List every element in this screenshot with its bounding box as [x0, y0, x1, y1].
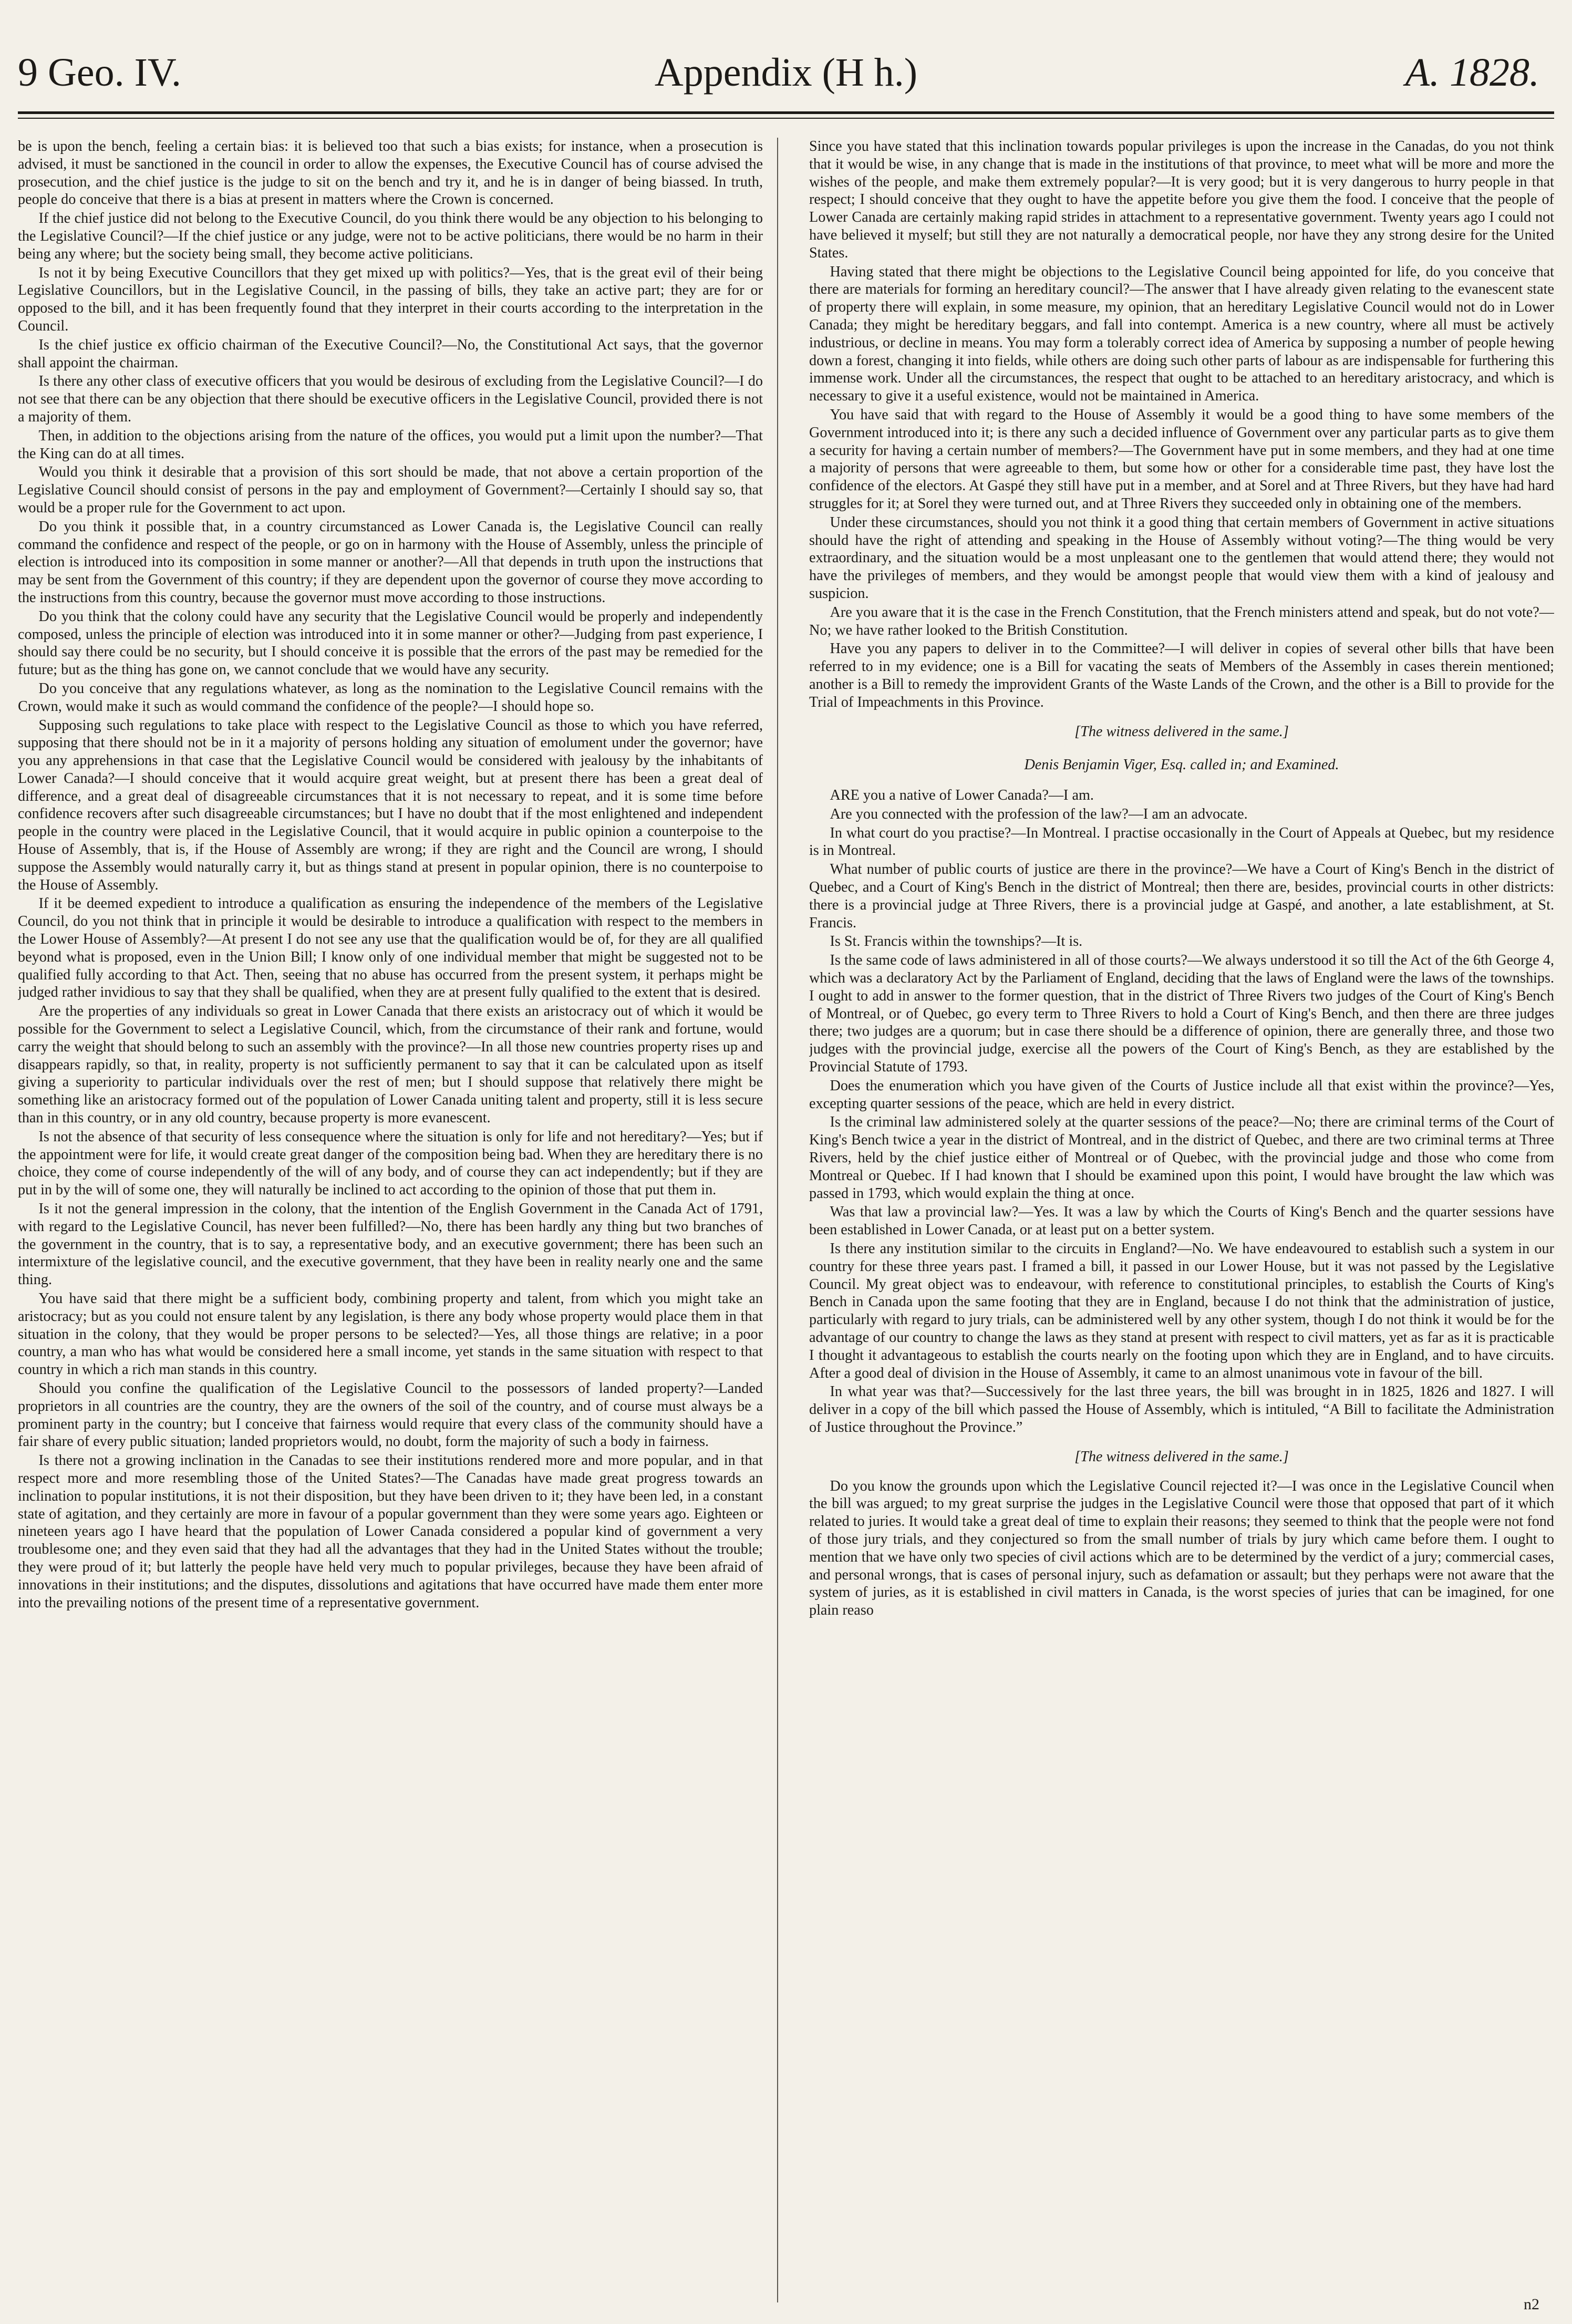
paragraph: Do you conceive that any regulations whatever, as long as the nomination to the Legislative Council remains with the Crown, would make it such as would command the confidence of the people?—I should hope so.	[18, 680, 763, 715]
paragraph: Does the enumeration which you have given of the Courts of Justice include all that exist within the province?—Yes, excepting quarter sessions of the peace, which are held in every district.	[809, 1077, 1554, 1112]
paragraph: Are you connected with the profession of the law?—I am an advocate.	[830, 805, 1248, 822]
paragraph: Would you think it desirable that a provision of this sort should be made, that not above a certain proportion of the Legislative Council should consist of persons in the pay and employment of Government?—Certainly I should say so, that would be a proper rule for the Government to act upon.	[18, 464, 763, 516]
paragraph: Having stated that there might be objections to the Legislative Council being appointed for life, do you conceive that there are materials for forming an hereditary council?—The answer that I have already given relating to the evanescent state of property there will explain, in some measure, my opinion, that an hereditary Legislative Council would not do in Lower Canada; they might be hereditary beggars, and fall into contempt. America is a new country, where all must be actively industrious, or decline in means. You may form a tolerably correct idea of America by supposing a number of people hewing down a forest, changing it into fields, while others are doing such other parts of labour as are indispensable for furthering this immense work. Under all the circumstances, the respect that ought to be attached to an hereditary aristocracy, and which is necessary to give it a useful existence, would not be maintained in America.	[809, 263, 1554, 405]
paragraph: Is there any institution similar to the circuits in England?—No. We have endeavoured to establish such a system in our country for these three years past. I framed a bill, it passed in our Lower House, but it was not passed by the Legislative Council. My great object was to endeavour, with reference to constitutional principles, to establish the Courts of King's Bench in Canada upon the same footing that they are in England, because I do not think that the administration of justice, particularly with regard to jury trials, can be administered well by any other system, though I do not think it would be for the advantage of our country to change the laws as they stand at present with respect to civil matters, yet as far as it is practicable I thought it advantageous to establish the courts nearly on the footing upon which they are in England, and to have circuits. After a good deal of division in the House of Assembly, it came to an almost unanimous vote in favour of the bill.	[809, 1241, 1554, 1381]
paragraph: Is the criminal law administered solely at the quarter sessions of the peace?—No; there are criminal terms of the Court of King's Bench twice a year in the district of Montreal, and in the district of Quebec, and there are two criminal terms at Three Rivers, held by the chief justice either of Montreal or of Quebec, with the provincial judge and those who come from Montreal or Quebec. If I had known that I should be examined upon this point, I would have brought the law which was passed in 1793, which would explain the thing at once.	[809, 1114, 1554, 1202]
paragraph: Since you have stated that this inclination towards popular privileges is upon the increase in the Canadas, do you not think that it would be wise, in any change that is made in the institutions of that province, to meet what will be more and more the wishes of the people, and make them extremely popular?—It is very good; but it is very dangerous to hurry people in that respect; I should conceive that they ought to have the appetite before you give them the food. I conceive that the people of Lower Canada are certainly making rapid strides in attachment to a representative government. Twenty years ago I could not have believed it myself; but still they are not naturally a democratical people, nor have they any strong desire for the United States.	[809, 138, 1554, 261]
header-session: 9 Geo. IV.	[18, 50, 182, 95]
paragraph: You have said that there might be a sufficient body, combining property and talent, from which you might take an aristocracy; but as you could not ensure talent by any legislation, is there any body whose property would place them in that situation in the colony, that they would be proper persons to be selected?—Yes, all those things are relative; in a poor country, a man who has what would be considered here a small income, yet stands in the same situation with respect to that country in which a rich man stands in this country.	[18, 1290, 763, 1378]
paragraph: What number of public courts of justice are there in the province?—We have a Court of King's Bench in the district of Quebec, and a Court of King's Bench in the district of Montreal; then there are, besides, provincial courts in other districts: there is a provincial judge at Three Rivers, there is a provincial judge at Gaspé, and another, a late establishment, at St. Francis.	[809, 861, 1554, 931]
witness-note-text: [The witness delivered in the same.]	[1074, 723, 1289, 740]
witness-delivered-note	[809, 723, 1554, 741]
paragraph: Was that law a provincial law?—Yes. It was a law by which the Courts of King's Bench and the quarter sessions have been established in Lower Canada, or at least put on a better system.	[809, 1204, 1554, 1238]
column-divider	[777, 138, 778, 2302]
paragraph: Is the chief justice ex officio chairman of the Executive Council?—No, the Constitutional Act says, that the governor shall appoint the chairman.	[18, 336, 763, 371]
paragraph: Is St. Francis within the townships?—It is.	[830, 933, 1083, 950]
paragraph: If the chief justice did not belong to the Executive Council, do you think there would be any objection to his belonging to the Legislative Council?—If the chief justice or any judge, were not to be active politicians, there would be no harm in their being any where; but the society being small, they become active politicians.	[18, 210, 763, 262]
paragraph: Are you aware that it is the case in the French Constitution, that the French ministers attend and speak, but do not vote?—No; we have rather looked to the British Constitution.	[809, 604, 1554, 638]
witness-delivered-note	[809, 1448, 1554, 1466]
paragraph: Then, in addition to the objections arising from the nature of the offices, you would put a limit upon the number?—That the King can do at all times.	[18, 427, 763, 462]
paragraph: Do you think it possible that, in a country circumstanced as Lower Canada is, the Legislative Council can really command the confidence and respect of the people, or go on in harmony with the House of Assembly, unless the principle of election is introduced into its composition in some manner or another?—All that depends in truth upon the instructions that may be sent from the Government of this country; if they are dependent upon the governor of course they move according to the instructions from this country, because the governor must move according to those instructions.	[18, 518, 763, 606]
header-rule-thick	[18, 111, 1554, 114]
paragraph: Is it not the general impression in the colony, that the intention of the English Government in the Canada Act of 1791, with regard to the Legislative Council, has never been fulfilled?—No, there has been hardly any thing but two branches of the government in the country, that is to say, a representative body, and an executive government; there has been such an intermixture of the legislative council, and the executive government, that they have been in reality nearly one and the same thing.	[18, 1201, 763, 1288]
left-column	[18, 138, 763, 2302]
paragraph: Supposing such regulations to take place with respect to the Legislative Council as those to which you have referred, supposing that there should not be in it a majority of persons holding any situation of emolument under the governor; have you any apprehensions in that case that the Legislative Council would be considered with jealousy by the inhabitants of Lower Canada?—I should conceive that it would acquire great weight, but at present there has been a great deal of difference, and a great deal of disagreeable circumstances that it is not necessary to repeat, and it is some time before confidence recovers after such disagreeable circumstances; but I have no doubt that if the most enlightened and independent people in the country were placed in the Legislative Council, that it would acquire in public opinion a counterpoise to the House of Assembly, that is, if the House of Assembly are wrong; if they are right and the Council are wrong, I should suppose the Assembly would naturally carry it, but as things stand at present in popular opinion, there is no counterpoise to the House of Assembly.	[18, 717, 763, 893]
paragraph: Is not it by being Executive Councillors that they get mixed up with politics?—Yes, that is the great evil of their being Legislative Councillors, but in the Legislative Council, in the passing of bills, they take an active part; they are for or opposed to the bill, and it has been frequently found that they interpret in their courts according to the interpretation in the Council.	[18, 264, 763, 334]
paragraph: Do you think that the colony could have any security that the Legislative Council would be properly and independently composed, unless the principle of election was introduced into it in some manner or other?—Judging from past experience, I should say there could be no security, but I should conceive it is possible that the errors of the past may be remedied for the future; but as the thing has gone on, we cannot conclude that we would have any security.	[18, 608, 763, 678]
paragraph: If it be deemed expedient to introduce a qualification as ensuring the independence of the members of the Legislative Council, do you not think that in principle it would be desirable to introduce a qualification with respect to the members in the Lower House of Assembly?—At present I do not see any use that the qualification would be of, for they are all qualified beyond what is proposed, even in the Union Bill; I know only of one individual member that might be suggested not to be qualified fully according to that Act. Then, seeing that no abuse has occurred from the present system, it perhaps might be judged rather invidious to say that they shall be qualified, when they are at present fully qualified to the extent that is desired.	[18, 895, 763, 1001]
paragraph: be is upon the bench, feeling a certain bias: it is believed too that such a bias exists; for instance, when a prosecution is advised, it must be sanctioned in the council in order to allow the expenses, the Executive Council has of course advised the prosecution, and the chief justice is the judge to sit on the bench and try it, and he is in danger of being biassed. In truth, people do conceive that there is a bias at present in matters where the Crown is concerned.	[18, 138, 763, 208]
signature-mark: n2	[1524, 2296, 1539, 2313]
paragraph: Do you know the grounds upon which the Legislative Council rejected it?—I was once in the Legislative Council when the bill was argued; to my great surprise the judges in the Legislative Council were those that opposed that part of it which related to juries. It would take a great deal of time to explain their reasons; they seemed to think that the people were not fond of those jury trials, and they conjectured so from the small number of trials by jury which came before them. I ought to mention that we have only two species of civil actions which are to be determined by the verdict of a jury; commercial cases, and personal wrongs, that is cases of personal injury, such as defamation or assault; but they perhaps were not aware that the system of juries, as it is established in civil matters in Canada, is the worst species of juries that can be imagined, for one plain reaso	[809, 1478, 1554, 1619]
paragraph: Have you any papers to deliver in to the Committee?—I will deliver in copies of several other bills that have been referred to in my evidence; one is a Bill for vacating the seats of Members of the Assembly in cases therein mentioned; another is a Bill to remedy the improvident Grants of the Waste Lands of the Crown, and the other is a Bill to provide for the Trial of Impeachments in this Province.	[809, 641, 1554, 710]
paragraph: In what court do you practise?—In Montreal. I practise occasionally in the Court of Appeals at Quebec, but my residence is in Montreal.	[809, 824, 1554, 859]
witness-heading: Denis Benjamin Viger, Esq. called in; and Examined.	[1024, 757, 1339, 773]
paragraph: Should you confine the qualification of the Legislative Council to the possessors of landed property?—Landed proprietors in all countries are the country, they are the owners of the soil of the country, and of course must always be a prominent party in the country; but I conceive that fairness would require that every class of the community should have a fair share of every public situation; landed proprietors would, no doubt, form the majority of such a body in fairness.	[18, 1380, 763, 1450]
witness-note-text: [The witness delivered in the same.]	[1074, 1448, 1289, 1465]
right-column	[809, 138, 1554, 2302]
paragraph: ARE you a native of Lower Canada?—I am.	[830, 787, 1094, 804]
paragraph: Is there not a growing inclination in the Canadas to see their institutions rendered more and more popular, and in that respect more and more resembling those of the United States?—The Canadas have made great progress towards an inclination to popular institutions, it is not their disposition, but they have been driven to it; they have been led, in a constant state of agitation, and they certainly are more in favour of a popular government than they were some years ago. Eighteen or nineteen years ago I have heard that the population of Lower Canada considered a popular kind of government a very troublesome one; and they even said that they had all the advantages that they had in the United States without the trouble; they were proud of it; but latterly the people have held very much to popular privileges, because they have been afraid of innovations in their institutions; and the disputes, dissolutions and agitations that have occurred have made them enter more into the prevailing notions of the present time of a representative government.	[18, 1452, 763, 1611]
header-title: Appendix (H h.)	[654, 50, 918, 95]
paragraph: In what year was that?—Successively for the last three years, the bill was brought in in 1825, 1826 and 1827. I will deliver in a copy of the bill which passed the House of Assembly, which is intituled, “A Bill to facilitate the Administration of Justice throughout the Province.”	[809, 1383, 1554, 1435]
paragraph: Is the same code of laws administered in all of those courts?—We always understood it so till the Act of the 6th George 4, which was a declaratory Act by the Parliament of England, deciding that the laws of England were the laws of the townships. I ought to add in answer to the former question, that in the district of Three Rivers two judges of the Court of King's Bench of Montreal, or of Quebec, go every term to Three Rivers to hold a Court of King's Bench, and then there are three judges there; two judges are a quorum; but in case there should be a difference of opinion, there are generally three, and those two judges with the provincial judge, exercise all the powers of the Court of King's Bench, as they are established by the Provincial Statute of 1793.	[809, 952, 1554, 1076]
paragraph: Under these circumstances, should you not think it a good thing that certain members of Government in active situations should have the right of attending and speaking in the House of Assembly without voting?—The thing would be very extraordinary, and the situation would be a most unpleasant one to the gentlemen that would attend there; they would not have the privileges of members, and they would be amongst people that would view them with a kind of jealousy and suspicion.	[809, 514, 1554, 602]
header-year: A. 1828.	[1405, 50, 1539, 95]
header-rule-thin	[18, 118, 1554, 119]
paragraph: Is not the absence of that security of less consequence where the situation is only for life and not hereditary?—Yes; but if the appointment were for life, it would create great danger of the composition being bad. When they are hereditary there is no choice, they come of course independently of the will of any body, and of course they can act independently; but if they are put in by the will of some one, they will naturally be inclined to act according to the opinion of those that put them in.	[18, 1128, 763, 1199]
paragraph: Is there any other class of executive officers that you would be desirous of excluding from the Legislative Council?—I do not see that there can be any objection that there should be executive officers in the Legislative Council, provided there is not a majority of them.	[18, 373, 763, 425]
paragraph: Are the properties of any individuals so great in Lower Canada that there exists an aristocracy out of which it would be possible for the Government to select a Legislative Council, which, from the circumstance of their rank and fortune, would carry the weight that should belong to such an assembly with the province?—In all those new countries property rises up and disappears rapidly, so that, in reality, property is not sufficiently permanent to say that it can be calculated upon as itself giving a superiority to particular individuals over the rest of men; but I should suppose that relatively there might be something like an aristocracy formed out of the population of Lower Canada uniting talent and property, still it is less secure than in this country, or in any old country, because property is more evanescent.	[18, 1003, 763, 1127]
paragraph: You have said that with regard to the House of Assembly it would be a good thing to have some members of the Government introduced into it; is there any such a decided influence of Government over any particular parts as to give them a security for having a certain number of members?—The Government have put in some members, and they had at one time a majority of persons that were agreeable to them, but some how or other for a considerable time past, they have lost the confidence of the electors. At Gaspé they still have put in a member, and at Sorel and at Three Rivers, but they have had hard struggles for it; at Sorel they were turned out, and at Three Rivers they succeeded only in obtaining one of the members.	[809, 406, 1554, 512]
